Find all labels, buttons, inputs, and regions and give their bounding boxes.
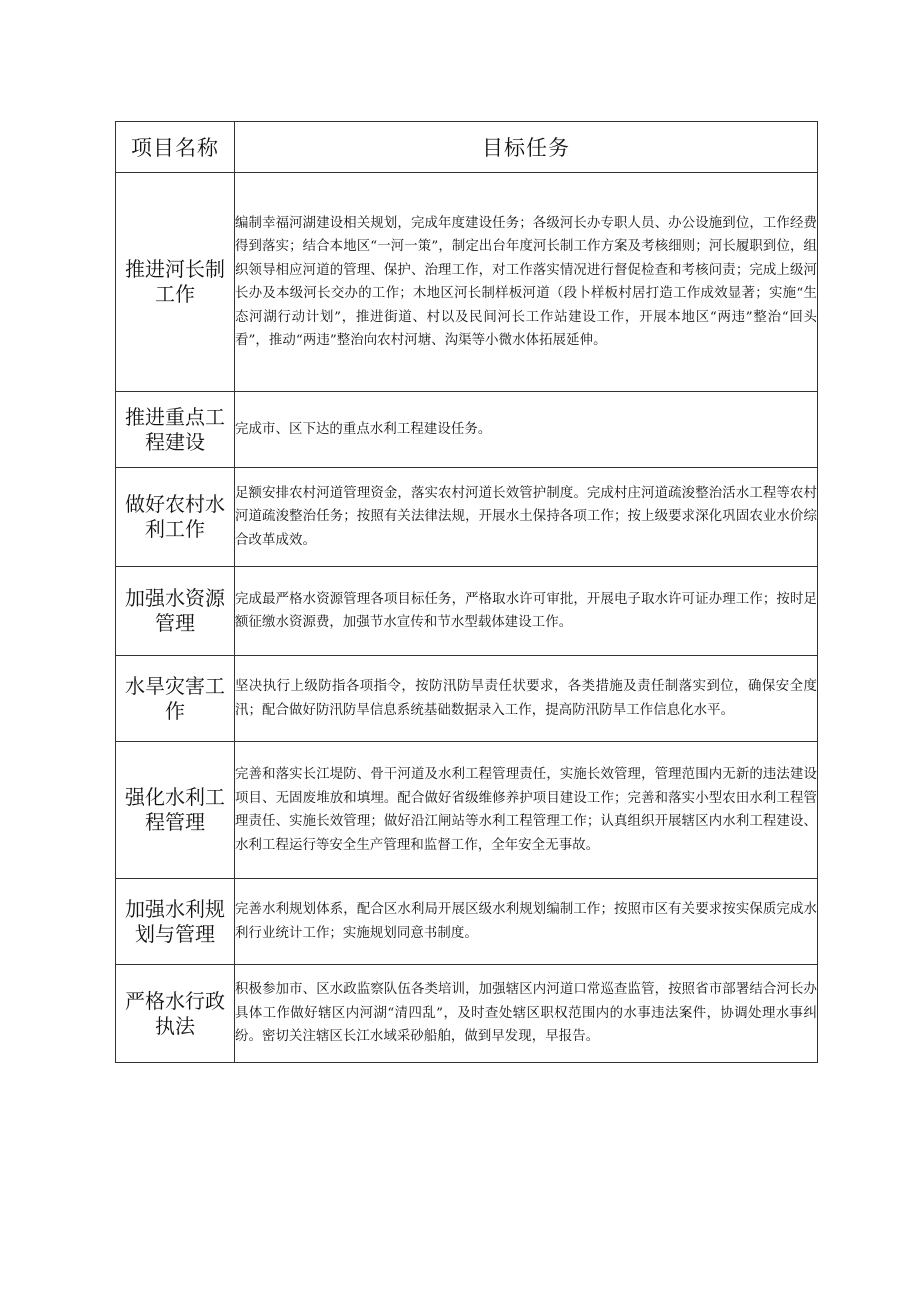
task-table	[115, 121, 818, 1063]
project-name-cell: 水旱灾害工作	[116, 656, 235, 742]
project-name-cell: 做好农村水利工作	[116, 468, 235, 567]
project-name-cell: 强化水利工程管理	[116, 742, 235, 879]
table-row	[116, 965, 818, 1063]
target-task-cell: 完善水利规划体系，配合区水利局开展区级水利规划编制工作；按照市区有关要求按实保质完成水利行业统计工作；实施规划同意书制度。	[235, 879, 818, 965]
table-header-row	[116, 122, 818, 173]
table-row	[116, 567, 818, 656]
table-row	[116, 468, 818, 567]
project-name-cell: 推进重点工程建设	[116, 392, 235, 468]
table-row	[116, 392, 818, 468]
target-task-cell: 完成最严格水资源管理各项目标任务，严格取水许可审批，开展电子取水许可证办理工作；按时足额征缴水资源费，加强节水宣传和节水型载体建设工作。	[235, 567, 818, 656]
project-name-cell: 推进河长制工作	[116, 173, 235, 392]
project-name-cell: 加强水利规划与管理	[116, 879, 235, 965]
target-task-cell: 编制幸福河湖建设相关规划，完成年度建设任务；各级河长办专职人员、办公设施到位，工作经费得到落实；结合本地区“一河一策”，制定出台年度河长制工作方案及考核细则；河长履职到位，组织领导相应河道的管理、保护、治理工作，对工作落实情况进行督促检查和考核问责；完成上级河长办及本级河长交办的工作；木地区河长制样板河道（段卜样板村居打造工作成效显著；实施“生态河湖行动计划”，推进街道、村以及民间河长工作站建设工作，开展本地区“两违”整治“回头看”，推动“两违”整治向农村河塘、沟渠等小微水体拓展延伸。	[235, 173, 818, 392]
table-row	[116, 742, 818, 879]
target-task-cell: 坚决执行上级防指各项指令，按防汛防旱责任状要求，各类措施及责任制落实到位，确保安全度汛；配合做好防汛防旱信息系统基础数据录入工作，提高防汛防旱工作信息化水平。	[235, 656, 818, 742]
project-name-cell: 严格水行政执法	[116, 965, 235, 1063]
target-task-cell: 积极参加市、区水政监察队伍各类培训，加强辖区内河道口常巡查监管，按照省市部署结合河长办具体工作做好辖区内河湖“清四乱”，及时查处辖区职权范围内的水事违法案件，协调处理水事纠纷。密切关注辖区长江水域采砂船舶，做到早发现，早报告。	[235, 965, 818, 1063]
target-task-cell: 完善和落实长江堤防、骨干河道及水利工程管理责任，实施长效管理，管理范围内无新的违法建设项目、无固废堆放和填埋。配合做好省级维修养护项目建设工作；完善和落实小型农田水利工程管理责任、实施长效管理；做好沿江闸站等水利工程管理工作；认真组织开展辖区内水利工程建设、水利工程运行等安全生产管理和监督工作，全年安全无事故。	[235, 742, 818, 879]
target-task-cell: 完成市、区下达的重点水利工程建设任务。	[235, 392, 818, 468]
table-row	[116, 656, 818, 742]
table-row	[116, 173, 818, 392]
project-name-cell: 加强水资源管理	[116, 567, 235, 656]
target-task-cell: 足额安排农村河道管理资金，落实农村河道长效管护制度。完成村庄河道疏浚整治活水工程等农村河道疏浚整治任务；按照有关法律法规，开展水土保持各项工作；按上级要求深化巩固农业水价综合改革成效。	[235, 468, 818, 567]
table-row	[116, 879, 818, 965]
header-target-task: 目标任务	[235, 122, 818, 173]
header-project-name: 项目名称	[116, 122, 235, 173]
